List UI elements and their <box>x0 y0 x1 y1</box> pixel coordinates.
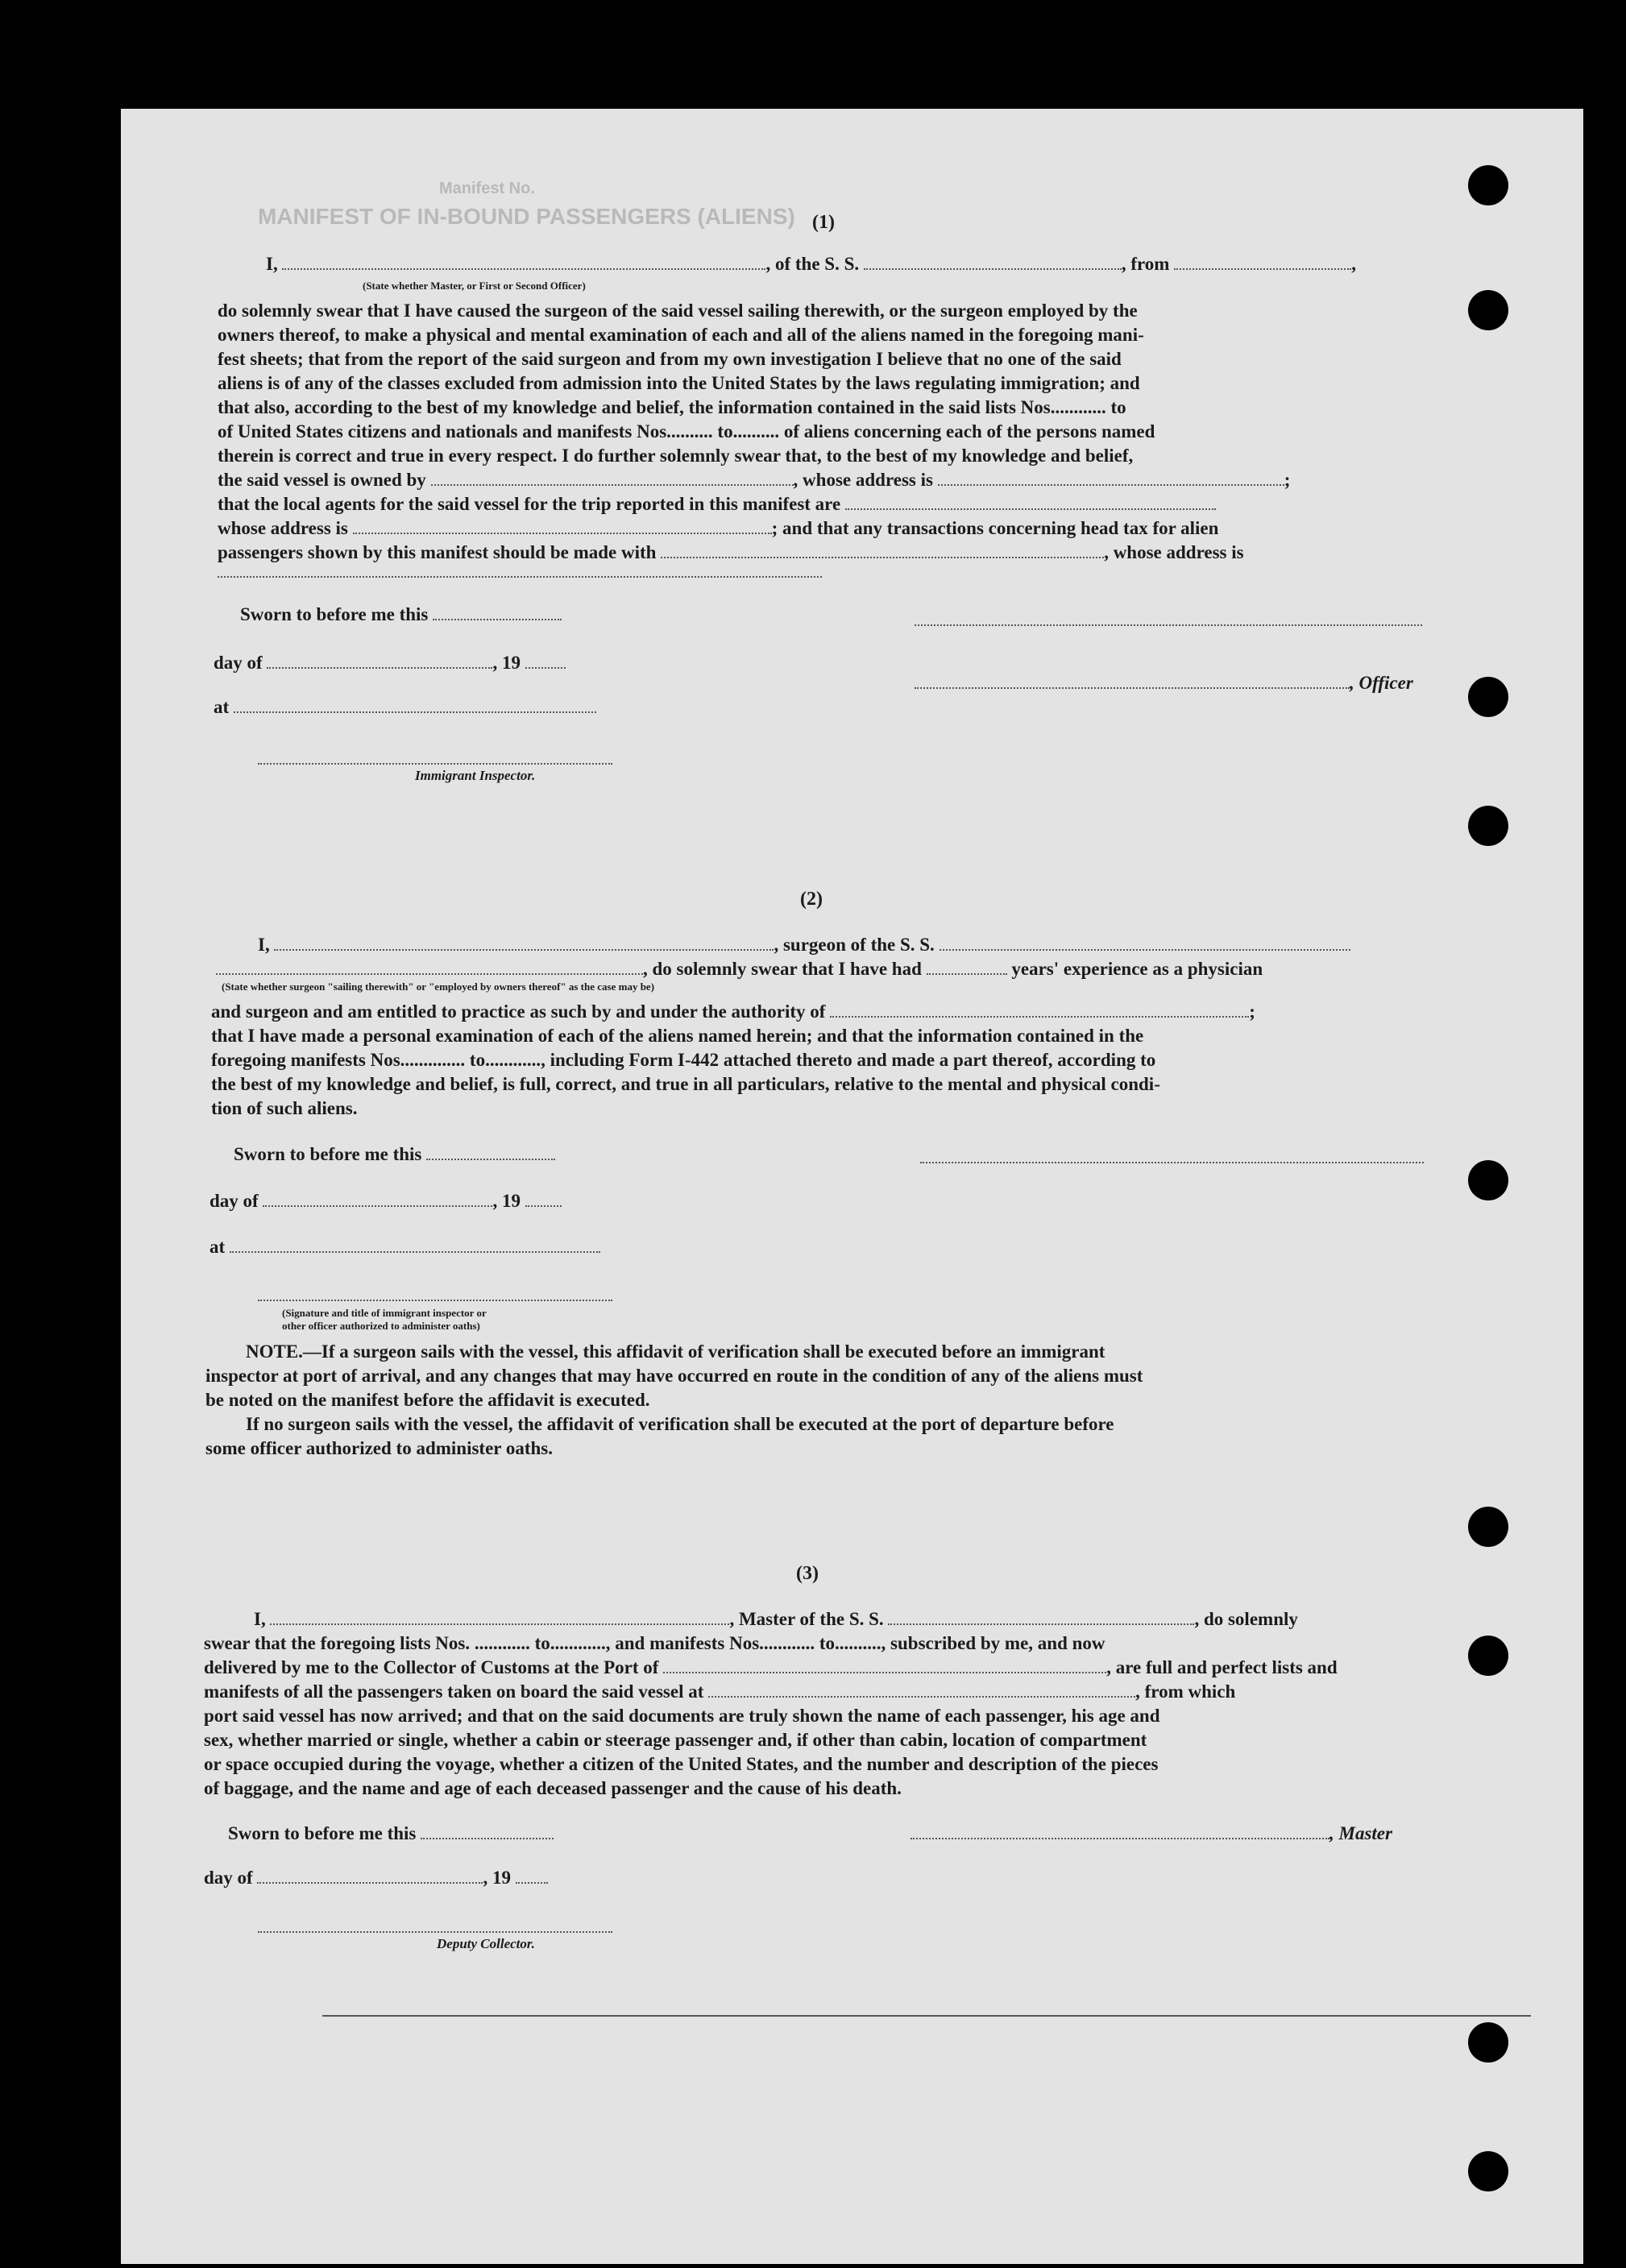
s3-day-field[interactable] <box>257 1868 483 1884</box>
punch-hole <box>1468 1160 1508 1200</box>
s3-sworn-date-field[interactable] <box>421 1823 554 1839</box>
s1-signature-field[interactable] <box>915 624 1422 626</box>
s2-line-2: , do solemnly swear that I have had years' experience as a physician <box>216 959 1263 980</box>
s3-port-field[interactable] <box>663 1657 1106 1673</box>
s2-inspector-signature-field[interactable] <box>258 1300 612 1301</box>
punch-hole <box>1468 290 1508 330</box>
s1-officer-note: (State whether Master, or First or Second Officer) <box>363 280 586 292</box>
s2-status-note: (State whether surgeon "sailing therewith" or "employed by owners thereof" as the case may be) <box>222 981 655 993</box>
s1-year-field[interactable] <box>525 653 566 669</box>
punch-hole <box>1468 1507 1508 1547</box>
s3-line-1: I, , Master of the S. S. , do solemnly <box>254 1609 1298 1629</box>
s2-years-field[interactable] <box>927 959 1007 975</box>
s2-day-line: day of , 19 <box>209 1191 562 1212</box>
s3-year-field[interactable] <box>516 1868 548 1884</box>
s2-note-line-2: inspector at port of arrival, and any changes that may have occurred en route in the condition of any of the aliens must <box>205 1366 1143 1386</box>
punch-hole <box>1468 1636 1508 1676</box>
s2-surgeon-status-field[interactable] <box>216 959 643 975</box>
s1-line-9: therein is correct and true in every respect. I do further solemnly swear that, to the best of my knowledge and belief, <box>218 446 1134 466</box>
s2-line-1: I, , surgeon of the S. S. <box>258 935 1350 956</box>
s2-note-line-3: be noted on the manifest before the affidavit is executed. <box>205 1390 650 1410</box>
s2-line-4: that I have made a personal examination of each of the aliens named herein; and that the information contained in the <box>211 1026 1144 1046</box>
s1-line-12: whose address is ; and that any transactions concerning head tax for alien <box>218 518 1219 538</box>
s1-sworn-date-field[interactable] <box>433 604 562 620</box>
s1-day-field[interactable] <box>267 653 492 669</box>
s1-officer-line: , Officer <box>915 673 1413 694</box>
s1-line-8: of United States citizens and nationals and manifests Nos.......... to.......... of aliens concerning each of the persons named <box>218 421 1155 442</box>
s1-day-line: day of , 19 <box>214 653 566 674</box>
s1-line-13: passengers shown by this manifest should be made with , whose address is <box>218 542 1244 562</box>
s1-owner-address-field[interactable] <box>938 470 1284 486</box>
s1-agents-address-field[interactable] <box>353 518 772 534</box>
s2-signature-note-1: (Signature and title of immigrant inspector or <box>282 1307 487 1319</box>
s1-address-continuation-field[interactable] <box>218 576 822 578</box>
s2-line-6: the best of my knowledge and belief, is full, correct, and true in all particulars, relative to the mental and physical condi- <box>211 1074 1160 1094</box>
s1-line-10: the said vessel is owned by , whose address is ; <box>218 470 1291 490</box>
s1-inspector-signature-field[interactable] <box>258 763 612 765</box>
s1-owner-field[interactable] <box>431 470 794 486</box>
s2-signature-field[interactable] <box>920 1162 1424 1163</box>
manifest-number-ghost: Manifest No. <box>439 180 535 197</box>
s3-vessel-name-field[interactable] <box>888 1609 1194 1625</box>
s2-line-3: and surgeon and am entitled to practice as such by and under the authority of ; <box>211 1001 1255 1022</box>
s2-line-7: tion of such aliens. <box>211 1098 358 1118</box>
s1-at-place-field[interactable] <box>234 697 596 713</box>
s3-boarding-port-field[interactable] <box>708 1681 1135 1698</box>
punch-hole <box>1468 2022 1508 2063</box>
s3-sworn-line: Sworn to before me this <box>228 1823 554 1844</box>
section-3-number: (3) <box>796 1563 819 1584</box>
s1-line-6: aliens is of any of the classes excluded from admission into the United States by the laws regulating immigration; and <box>218 373 1140 393</box>
s3-collector-signature-field[interactable] <box>258 1931 612 1933</box>
s2-note-line-5: some officer authorized to administer oaths. <box>205 1438 553 1458</box>
s3-day-line: day of , 19 <box>204 1868 548 1889</box>
s2-at-line: at <box>209 1237 600 1258</box>
s1-line-7: that also, according to the best of my knowledge and belief, the information contained in the said lists Nos............ to <box>218 397 1126 417</box>
punch-hole <box>1468 677 1508 717</box>
s3-collector-label: Deputy Collector. <box>437 1936 535 1951</box>
s2-day-field[interactable] <box>263 1191 492 1207</box>
s3-line-7: or space occupied during the voyage, whether a citizen of the United States, and the number and description of the pieces <box>204 1754 1159 1774</box>
s1-head-tax-field[interactable] <box>661 542 1104 558</box>
s3-line-4: manifests of all the passengers taken on board the said vessel at , from which <box>204 1681 1236 1702</box>
page-bottom-rule <box>322 2015 1531 2017</box>
s1-line-5: fest sheets; that from the report of the said surgeon and from my own investigation I believe that no one of the said <box>218 349 1122 369</box>
s3-line-5: port said vessel has now arrived; and that on the said documents are truly shown the name of each passenger, his age and <box>204 1706 1160 1726</box>
s2-year-field[interactable] <box>525 1191 562 1207</box>
s2-note-line-4: If no surgeon sails with the vessel, the affidavit of verification shall be executed at the port of departure before <box>246 1414 1114 1434</box>
s3-master-signature-field[interactable] <box>910 1823 1329 1839</box>
punch-hole <box>1468 2151 1508 2191</box>
s2-sworn-line: Sworn to before me this <box>234 1144 555 1165</box>
s2-note-line-1: NOTE.—If a surgeon sails with the vessel, this affidavit of verification shall be executed before an immigrant <box>246 1341 1105 1362</box>
s3-line-3: delivered by me to the Collector of Customs at the Port of , are full and perfect lists and <box>204 1657 1338 1677</box>
s1-line-1: I, , of the S. S. , from , <box>266 254 1356 274</box>
s1-line-11: that the local agents for the said vessel for the trip reported in this manifest are <box>218 494 1216 515</box>
punch-hole <box>1468 165 1508 205</box>
s2-line-5: foregoing manifests Nos.............. to............, including Form I-442 attached thereto and made a part thereof, according to <box>211 1050 1156 1070</box>
s1-line-3: do solemnly swear that I have caused the surgeon of the said vessel sailing therewith, or the surgeon employed by the <box>218 301 1138 321</box>
s2-vessel-name-field[interactable] <box>940 935 1350 951</box>
s2-at-place-field[interactable] <box>230 1237 600 1253</box>
s1-local-agents-field[interactable] <box>845 494 1216 510</box>
form-page <box>121 109 1583 2264</box>
s1-inspector-label: Immigrant Inspector. <box>415 768 536 783</box>
s2-sworn-date-field[interactable] <box>426 1144 555 1160</box>
s1-at-line: at <box>214 697 596 718</box>
s1-vessel-name-field[interactable] <box>864 254 1122 270</box>
s2-surgeon-name-field[interactable] <box>274 935 774 951</box>
s2-authority-field[interactable] <box>830 1001 1249 1018</box>
section-1-number: (1) <box>812 212 835 233</box>
s2-signature-note-2: other officer authorized to administer oaths) <box>282 1320 480 1332</box>
s3-master-name-field[interactable] <box>270 1609 729 1625</box>
s1-sworn-line: Sworn to before me this <box>240 604 562 625</box>
s1-officer-name-field[interactable] <box>282 254 765 270</box>
s3-master-line: , Master <box>910 1823 1392 1844</box>
punch-hole <box>1468 806 1508 846</box>
s1-officer-signature-field[interactable] <box>915 673 1350 689</box>
s1-from-port-field[interactable] <box>1174 254 1351 270</box>
s1-line-4: owners thereof, to make a physical and mental examination of each and all of the aliens named in the foregoing mani- <box>218 325 1144 345</box>
s3-line-8: of baggage, and the name and age of each deceased passenger and the cause of his death. <box>204 1778 902 1798</box>
manifest-title-ghost: MANIFEST OF IN-BOUND PASSENGERS (ALIENS) <box>258 204 795 229</box>
s3-line-6: sex, whether married or single, whether a cabin or steerage passenger and, if other than cabin, location of compartment <box>204 1730 1147 1750</box>
s3-line-2: swear that the foregoing lists Nos. ............ to............, and manifests Nos............ to.........., subscribed by me, and now <box>204 1633 1105 1653</box>
section-2-number: (2) <box>800 889 823 910</box>
